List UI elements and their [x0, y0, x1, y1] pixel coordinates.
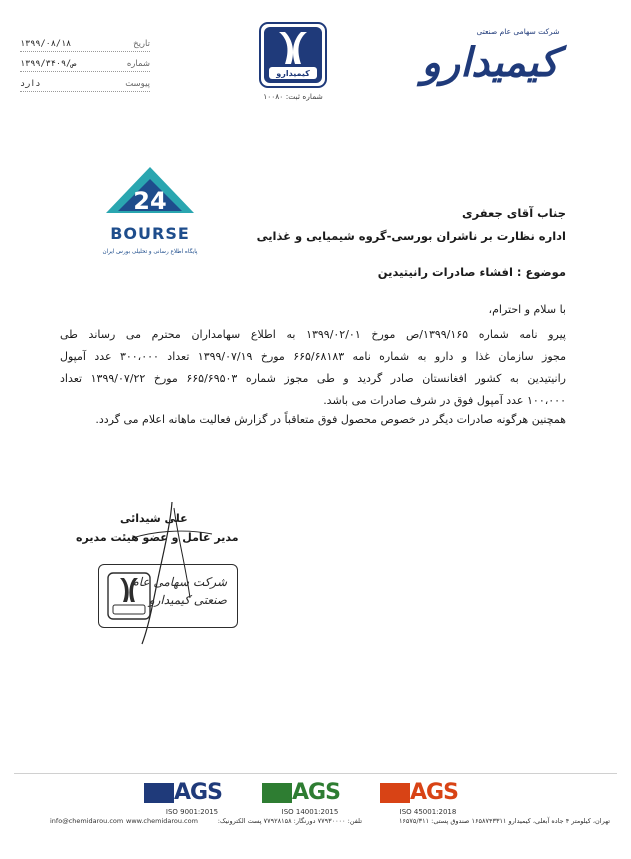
attachment-label: پیوست: [125, 79, 150, 89]
letter-paragraph: [60, 324, 566, 412]
subject: موضوع : افشاء صادرات رانیتیدین: [377, 265, 566, 279]
letter-meta: [20, 36, 150, 96]
company-emblem-icon: [259, 22, 327, 88]
bourse-number: 24: [133, 187, 167, 215]
attachment-value: دارد: [20, 79, 41, 89]
cert-brand: AGS: [174, 780, 222, 805]
certification-badge: [378, 779, 478, 819]
addressee: جناب آقای جعفری: [462, 206, 566, 220]
paragraph-line: ۱۰۰،۰۰۰ عدد آمپول فوق در شرف صادرات می باشد.: [323, 394, 566, 407]
cert-iso: ISO 45001:2018: [399, 808, 457, 816]
paragraph-line: پیرو نامه شماره ۱۳۹۹/۱۶۵/ص مورخ ۱۳۹۹/۰۲/۰۱ به اطلاع سهامداران محترم می رساند طی: [60, 328, 566, 341]
date-row: [20, 36, 150, 52]
stamp-line-2: صنعتی کیمیدارو: [148, 593, 227, 607]
number-value: ۱۳۹۹/۳۴۰۹/ص: [20, 59, 77, 69]
attachment-row: [20, 76, 150, 92]
brand-name: کیمیدارو: [421, 39, 559, 86]
cert-brand: AGS: [410, 780, 458, 805]
cert-tag-icon: [144, 783, 174, 803]
bourse-wordmark: BOURSE: [110, 224, 190, 243]
cert-tag-icon: [380, 783, 410, 803]
bourse-subtitle: پایگاه اطلاع رسانی و تحلیلی بورس ایران: [102, 249, 198, 255]
footer-address: تهران، کیلومتر ۴ جاده آبعلی، کیمیدارو ۱۶۵۸۷۴۳۳۱۱ صندوق پستی: ۱۶۵۷۵/۳۱۱: [398, 817, 610, 825]
brand-wordmark: [398, 18, 578, 88]
paragraph-line: مجوز سازمان غذا و دارو به شماره نامه ۶۶۵/۶۸۱۸۳ مورخ ۱۳۹۹/۰۷/۱۹ تعداد ۳۰۰،۰۰۰ عدد آمپول: [60, 350, 566, 363]
cert-brand: AGS: [292, 780, 340, 805]
certification-badge: [142, 779, 242, 819]
signer-name: علی شیدائی: [120, 512, 188, 525]
department: اداره نظارت بر ناشران بورسی-گروه شیمیایی و غذایی: [256, 229, 566, 243]
footer-divider: [14, 773, 617, 774]
footer-website[interactable]: www.chemidarou.com: [126, 817, 198, 825]
followup-line: همچنین هرگونه صادرات دیگر در خصوص محصول فوق متعاقباً در گزارش فعالیت ماهانه اعلام می گردد.: [95, 413, 566, 426]
cert-iso: ISO 9001:2015: [165, 808, 219, 816]
greeting: با سلام و احترام،: [488, 303, 566, 316]
date-label: تاریخ: [133, 39, 150, 49]
letter-body: [60, 206, 566, 426]
company-stamp: [98, 564, 238, 628]
number-label: شماره: [126, 59, 150, 69]
stamp-line-1: شرکت سهامی عام: [131, 575, 227, 589]
footer-contact: [50, 817, 610, 831]
cert-tag-icon: [262, 783, 292, 803]
footer-email[interactable]: info@chemidarou.com: [50, 817, 124, 825]
company-caption: شرکت سهامی عام صنعتی: [476, 27, 560, 36]
certification-badge: [260, 779, 360, 819]
cert-iso: ISO 14001:2015: [281, 808, 339, 816]
stamp-text: [131, 573, 227, 609]
date-value: ۱۳۹۹/۰۸/۱۸: [20, 39, 72, 49]
paragraph-line: رانیتیدین به کشور افغانستان صادر گردید و طی مجوز شماره ۶۶۵/۶۹۵۰۳ مورخ ۱۳۹۹/۰۷/۲۲ تعداد: [60, 372, 566, 385]
number-row: [20, 56, 150, 72]
signer-title: مدیر عامل و عضو هیئت مدیره: [76, 531, 239, 544]
registration-caption: شماره ثبت: ۱۰۰۸۰: [263, 92, 323, 101]
footer-phone: تلفن: ۷۷۹۳۰۰۰۰ دورنگار: ۷۷۹۲۸۱۵۸ پست الکترونیک:: [217, 817, 362, 825]
emblem-text: کیمیدارو: [276, 69, 310, 78]
